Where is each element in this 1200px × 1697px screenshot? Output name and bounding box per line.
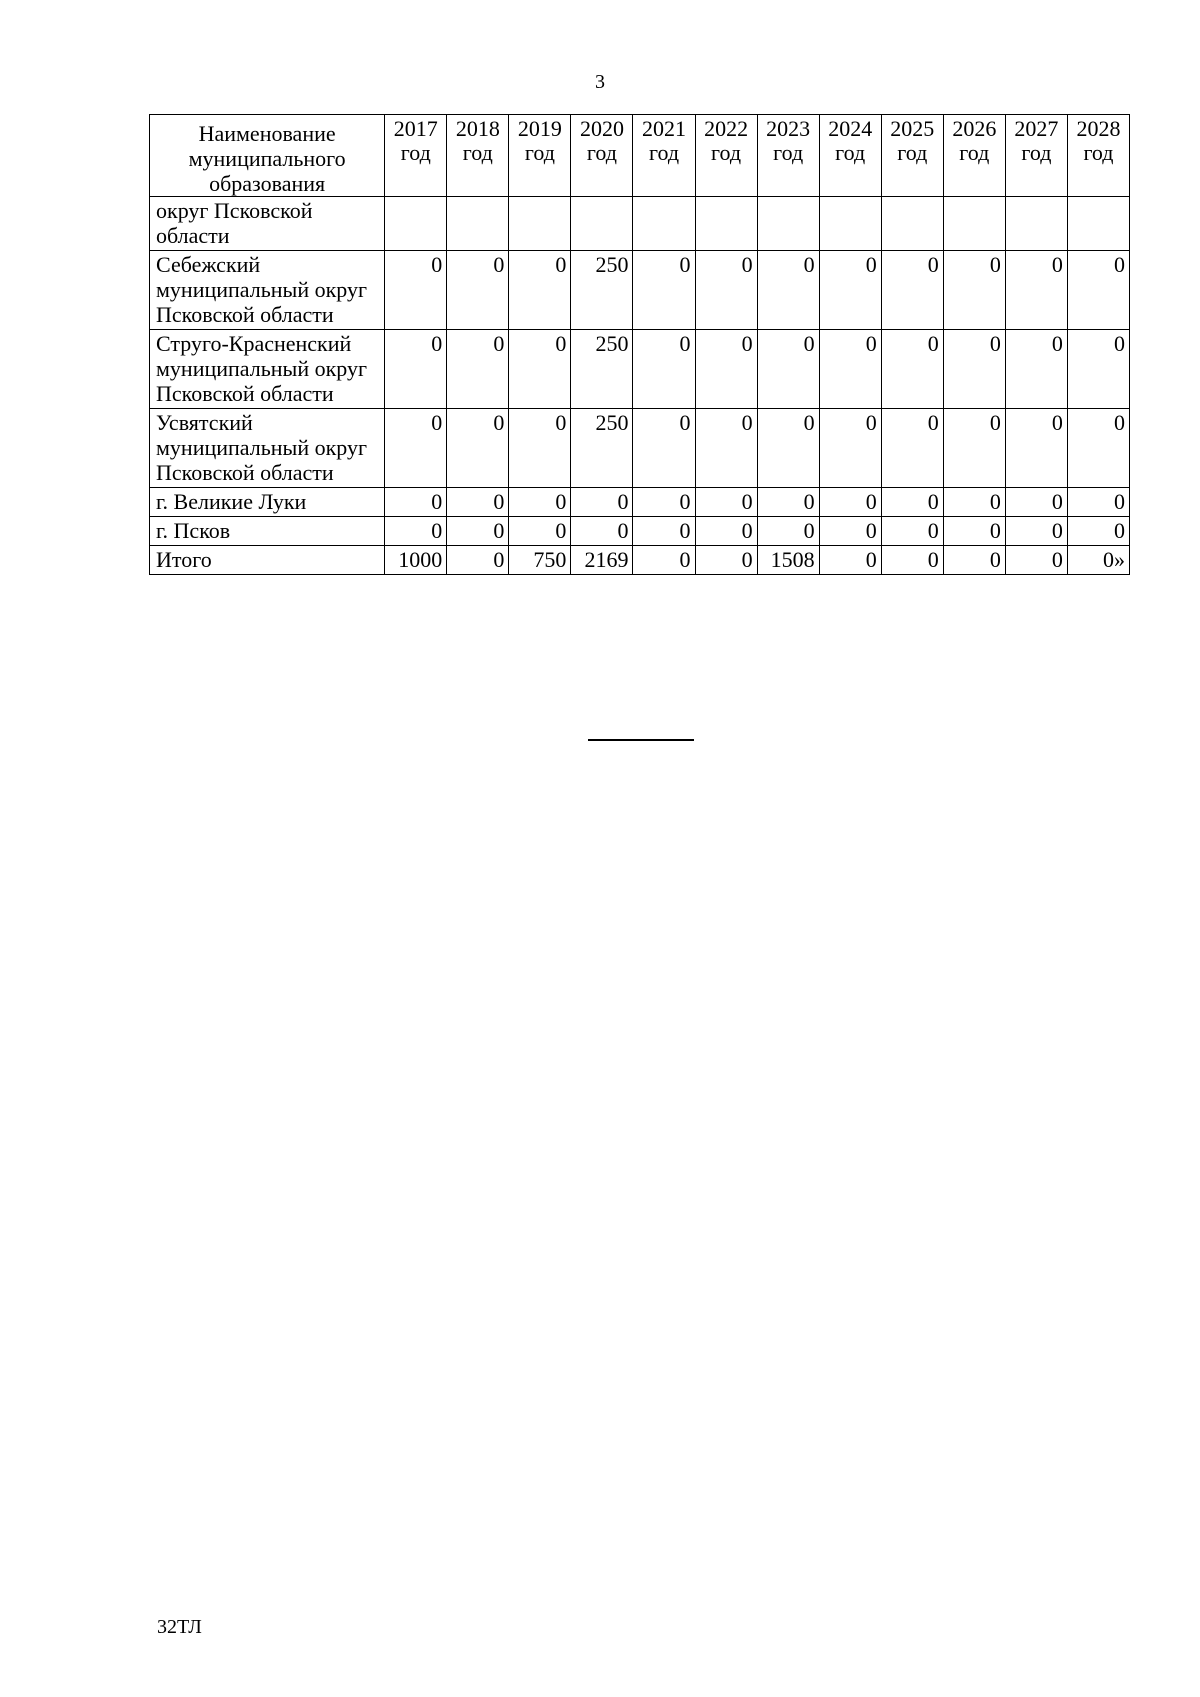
value-cell <box>571 197 633 251</box>
value-cell: 0 <box>881 330 943 409</box>
header-year-unit: год <box>711 140 742 165</box>
value-cell: 0 <box>1067 517 1129 546</box>
value-cell: 0 <box>509 251 571 330</box>
value-cell: 0 <box>385 330 447 409</box>
value-cell: 0 <box>819 409 881 488</box>
header-year-cell <box>943 115 1005 197</box>
value-cell <box>1067 197 1129 251</box>
value-cell: 0 <box>881 488 943 517</box>
value-cell: 2169 <box>571 546 633 575</box>
header-year-unit: год <box>648 140 680 165</box>
value-cell: 0 <box>695 330 757 409</box>
value-cell: 0 <box>695 517 757 546</box>
row-name-cell: округ Псковской области <box>150 197 385 251</box>
footer-code: 32ТЛ <box>157 1616 202 1638</box>
value-cell: 0 <box>447 251 509 330</box>
value-cell: 0 <box>881 251 943 330</box>
header-year: 2020 <box>579 116 624 141</box>
value-cell <box>447 197 509 251</box>
header-year-cell <box>1005 115 1067 197</box>
value-cell: 0 <box>943 517 1005 546</box>
header-year-cell <box>819 115 881 197</box>
row-name-cell: Струго-Красненский муниципальный округ Псковской области <box>150 330 385 409</box>
value-cell <box>943 197 1005 251</box>
header-year-unit: год <box>773 140 804 165</box>
header-year: 2019 <box>517 116 562 141</box>
table-row <box>150 546 1130 575</box>
value-cell: 0 <box>757 517 819 546</box>
row-name-cell: Себежский муниципальный округ Псковской области <box>150 251 385 330</box>
table-body <box>150 197 1130 575</box>
header-year-cell <box>385 115 447 197</box>
value-cell: 0 <box>819 517 881 546</box>
header-year: 2022 <box>704 116 749 141</box>
table-row <box>150 488 1130 517</box>
value-cell: 0» <box>1067 546 1129 575</box>
value-cell <box>509 197 571 251</box>
header-year: 2026 <box>952 116 997 141</box>
table-row <box>150 409 1130 488</box>
value-cell: 0 <box>1067 488 1129 517</box>
header-year-cell <box>509 115 571 197</box>
value-cell: 0 <box>509 488 571 517</box>
value-cell: 0 <box>1005 546 1067 575</box>
header-year-unit: год <box>1021 140 1052 165</box>
value-cell: 0 <box>447 546 509 575</box>
table-header-row <box>150 115 1130 197</box>
value-cell: 0 <box>943 330 1005 409</box>
row-name-cell: Итого <box>150 546 385 575</box>
separator-line <box>588 739 694 741</box>
value-cell <box>633 197 695 251</box>
table-row <box>150 330 1130 409</box>
value-cell: 1508 <box>757 546 819 575</box>
value-cell: 250 <box>571 409 633 488</box>
row-name-cell: Усвятский муниципальный округ Псковской области <box>150 409 385 488</box>
value-cell: 0 <box>819 330 881 409</box>
table-row <box>150 197 1130 251</box>
value-cell: 0 <box>943 409 1005 488</box>
value-cell: 0 <box>509 330 571 409</box>
value-cell: 0 <box>1005 517 1067 546</box>
value-cell: 0 <box>757 409 819 488</box>
page-number: 3 <box>595 71 605 93</box>
value-cell <box>385 197 447 251</box>
header-year: 2025 <box>890 116 935 141</box>
value-cell: 0 <box>385 251 447 330</box>
value-cell <box>757 197 819 251</box>
value-cell: 0 <box>943 488 1005 517</box>
funding-table <box>149 114 1130 575</box>
value-cell <box>881 197 943 251</box>
value-cell: 1000 <box>385 546 447 575</box>
header-name-cell: Наименование муниципального образования <box>150 115 385 197</box>
value-cell: 0 <box>509 409 571 488</box>
value-cell: 0 <box>447 488 509 517</box>
header-year-cell <box>881 115 943 197</box>
value-cell: 0 <box>695 409 757 488</box>
value-cell: 0 <box>385 488 447 517</box>
header-year-cell <box>1067 115 1129 197</box>
value-cell: 0 <box>447 517 509 546</box>
header-year: 2027 <box>1014 116 1059 141</box>
value-cell: 0 <box>819 488 881 517</box>
value-cell: 0 <box>447 330 509 409</box>
value-cell: 0 <box>633 517 695 546</box>
value-cell: 0 <box>633 251 695 330</box>
value-cell: 0 <box>881 409 943 488</box>
value-cell: 0 <box>385 517 447 546</box>
value-cell: 750 <box>509 546 571 575</box>
header-year-unit: год <box>959 140 990 165</box>
value-cell: 0 <box>881 517 943 546</box>
value-cell: 0 <box>695 488 757 517</box>
row-name-cell: г. Великие Луки <box>150 488 385 517</box>
value-cell: 0 <box>695 546 757 575</box>
value-cell: 0 <box>757 251 819 330</box>
value-cell: 0 <box>943 251 1005 330</box>
header-year-unit: год <box>400 140 431 165</box>
header-year-cell <box>757 115 819 197</box>
value-cell <box>819 197 881 251</box>
value-cell: 0 <box>757 330 819 409</box>
header-year: 2021 <box>642 116 687 141</box>
value-cell: 0 <box>1005 488 1067 517</box>
value-cell: 0 <box>1067 330 1129 409</box>
value-cell: 0 <box>571 488 633 517</box>
header-year-cell <box>695 115 757 197</box>
value-cell: 0 <box>1067 409 1129 488</box>
value-cell: 0 <box>385 409 447 488</box>
value-cell: 0 <box>633 488 695 517</box>
value-cell: 0 <box>509 517 571 546</box>
value-cell: 0 <box>819 251 881 330</box>
value-cell: 0 <box>757 488 819 517</box>
value-cell: 0 <box>633 330 695 409</box>
header-year: 2018 <box>455 116 500 141</box>
value-cell: 0 <box>633 409 695 488</box>
value-cell: 0 <box>1067 251 1129 330</box>
value-cell: 250 <box>571 330 633 409</box>
value-cell: 0 <box>1005 330 1067 409</box>
header-year-unit: год <box>1083 140 1114 165</box>
value-cell: 0 <box>819 546 881 575</box>
value-cell <box>1005 197 1067 251</box>
header-year-cell <box>633 115 695 197</box>
header-year-unit: год <box>835 140 866 165</box>
header-year: 2023 <box>766 116 811 141</box>
header-year-unit: год <box>462 140 493 165</box>
value-cell: 0 <box>1005 409 1067 488</box>
header-year-unit: год <box>586 140 617 165</box>
value-cell: 0 <box>447 409 509 488</box>
header-year-unit: год <box>897 140 928 165</box>
row-name-cell: г. Псков <box>150 517 385 546</box>
value-cell <box>695 197 757 251</box>
value-cell: 250 <box>571 251 633 330</box>
value-cell: 0 <box>695 251 757 330</box>
table-row <box>150 517 1130 546</box>
header-year-unit: год <box>524 140 555 165</box>
header-year: 2028 <box>1076 116 1121 141</box>
value-cell: 0 <box>943 546 1005 575</box>
value-cell: 0 <box>571 517 633 546</box>
header-year: 2024 <box>828 116 873 141</box>
header-year: 2017 <box>393 116 438 141</box>
header-year-cell <box>571 115 633 197</box>
table-row <box>150 251 1130 330</box>
value-cell: 0 <box>1005 251 1067 330</box>
value-cell: 0 <box>881 546 943 575</box>
header-year-cell <box>447 115 509 197</box>
value-cell: 0 <box>633 546 695 575</box>
